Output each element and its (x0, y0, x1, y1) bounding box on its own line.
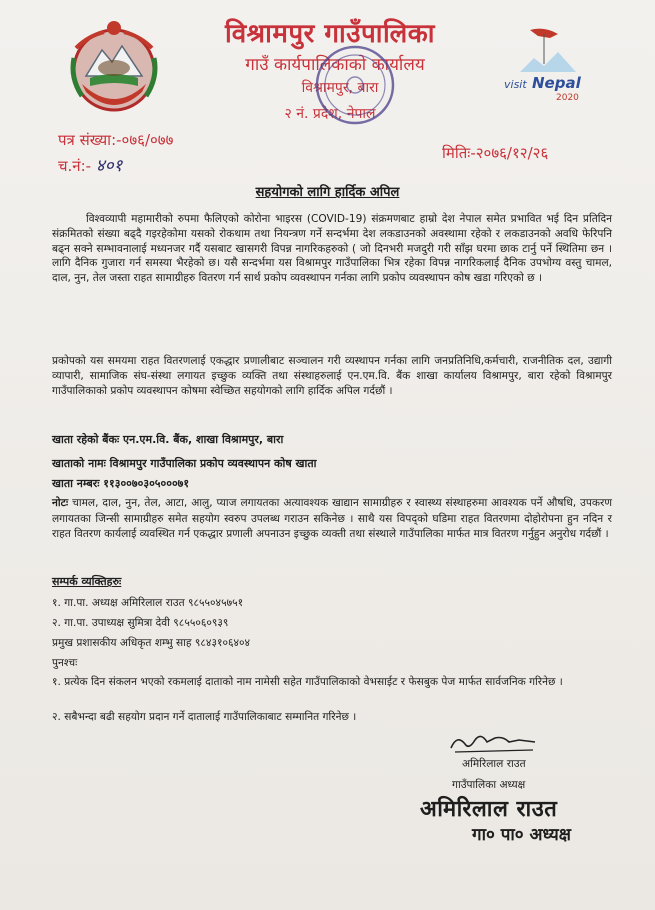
contacts-heading: सम्पर्क व्यक्तिहरुः (52, 575, 122, 588)
date-label: मितिः- (442, 144, 476, 162)
account-number: खाता नम्बरः ११३००७०३०५०००७१ (52, 477, 190, 490)
reference-block (58, 127, 173, 179)
name-stamp: अमिरिलाल राउत (420, 797, 558, 822)
year-text: 2020 (556, 93, 579, 102)
letter-number-value: ०७६/०७७ (121, 131, 174, 149)
date-value: २०७६/१२/२६ (475, 144, 549, 162)
paragraph-1: विश्वव्यापी महामारीको रुपमा फैलिएको कोरोना भाइरस (COVID-19) संक्रमणबाट हाम्रो देश नेपाल समेत प्रभावित भई दिन प्रतिदिन संक्रमितको संख्या बढ्दै गइरहेकोमा यसको रोकथाम तथा नियन्त्रण गर्ने सन्दर्भमा देश लकडाउनको अवस्थामा रहेको र लकडाउनको अवधि फेरिपनि बढ्न सक्ने सम्भावनालाई मध्यनजर गर्दै यसबाट खासगरी विपन्न नागरिकहरुको ( जो दिनभरी मजदुरी गरी साँझ घरमा छाक टार्नु पर्ने स्थितिमा छन । लागि दैनिक गुजारा गर्न समस्या भैरहेको छ। यसै सन्दर्भमा यस विश्रामपुर गाउँपालिका भित्र रहेका विपन्न नागरिकलाई दैनिक उपभोग्य वस्तु चामल, दाल, नुन, तेल जस्ता राहत सामाग्रीहरु वितरण गर्न सार्थ प्रकोप व्यवस्थापन गर्नका लागि प्रकोप व्यवस्थापन कोष खडा गरिएको छ । (52, 213, 612, 285)
paragraph-2: प्रकोपको यस समयमा राहत वितरणलाई एकद्धार प्रणालीबाट सञ्चालन गरी व्यस्थापन गर्नका लागि जनप्रतिनिधि,कर्मचारी, राजनीतिक दल, उद्यागी व्यापारी, सामाजिक संघ-संस्था लगायत इच्छुक व्यक्ति तथा संस्थाहरुलाई एन.एम.वि. बैंक शाखा कार्यालय विश्रामपुर, बारा रहेको विश्रामपुर गाउँपालिकाको प्रकोप व्यवस्थापन कोषमा स्वेच्छित सहयोगको लागि हार्दिक अपिल गर्दछौं । (52, 355, 612, 397)
role-stamp: गा० पा० अध्यक्ष (472, 825, 571, 845)
dispatch-number (58, 153, 173, 179)
nepal-emblem-icon (64, 18, 164, 116)
postscript-heading: पुनश्चः (52, 657, 78, 669)
office-subtitle: गाउँ कार्यपालिकाको कार्यालय (245, 55, 425, 75)
municipality-title: विश्रामपुर गाउँपालिका (224, 19, 436, 49)
office-country: २ नं. प्रदेश, नेपाल (284, 106, 376, 122)
bank-line: खाता रहेको बैंकः एन.एम.वि. बैंक, शाखा विश्रामपुर, बारा (52, 433, 284, 446)
signatory-role: गाउँपालिका अध्यक्ष (452, 779, 526, 791)
postscript-item-1: १. प्रत्येक दिन संकलन भएको रकमलाई दाताको नाम नामेसी सहेत गाउँपालिकाको वेभसाईट र फेसबुक पेज मार्फत सार्वजनिक गरिनेछ । (52, 676, 563, 688)
office-district: विश्रामपुर, बारा (301, 80, 379, 96)
account-name: खाताको नामः विश्रामपुर गाउँपालिका प्रकोप व्यवस्थापन कोष खाता (52, 457, 317, 470)
contact-chairperson: १. गा.पा. अध्यक्ष अमिरिलाल राउत ९८५५०४५७५१ (52, 597, 244, 609)
signatory-name: अमिरिलाल राउत (462, 758, 526, 770)
letter-number (58, 127, 173, 153)
contact-vice-chairperson: २. गा.पा. उपाध्यक्ष सुमित्रा देवी ९८५५०६०९३९ (52, 617, 229, 629)
handwritten-signature (447, 730, 539, 756)
note-paragraph (52, 496, 612, 543)
letter-number-label: पत्र संख्या:- (58, 131, 122, 149)
dispatch-number-label: च.नं:- (58, 157, 92, 175)
letter-subject: सहयोगको लागि हार्दिक अपिल (255, 185, 400, 200)
nepal-text: Nepal (532, 74, 581, 92)
office-stamp-icon (300, 40, 410, 130)
postscript-item-2: २. सबैभन्दा बढी सहयोग प्रदान गर्ने दातालाई गाउँपालिकाबाट सम्मानित गरिनेछ । (52, 711, 357, 723)
visit-nepal-logo (500, 28, 592, 102)
note-label: नोटः (52, 497, 69, 509)
contact-cao: प्रमुख प्रशासकीय अधिकृत शम्भु साह ९८४३१०६४०४ (52, 637, 250, 649)
letter-date (442, 143, 548, 163)
dispatch-number-value: ४०१ (95, 156, 123, 176)
visit-text: visit (504, 78, 527, 91)
note-text: चामल, दाल, नुन, तेल, आटा, आलु, प्याज लगायतका अत्यावश्यक खाद्यान सामाग्रीहरु र स्वास्थ्य संस्थाहरुमा आवश्यक पर्ने औषधि, उपकरण लगायतका जिन्सी सामाग्रीहरु समेत सहयोग स्वरुप उपलब्ध गराउन सकिनेछ । साथै यस विपद्को घडिमा राहत वितरणमा दोहोरोपना हुन नदिन र राहत वितरण कार्यलाई व्यवस्थित गर्न एकद्धार प्रणाली अपनाउन इच्छुक व्यक्ती तथा संस्थाले गाउँपालिका मार्फत मात्र वितरण गर्नुहुन अनुरोध गर्दछौं । (52, 497, 612, 540)
